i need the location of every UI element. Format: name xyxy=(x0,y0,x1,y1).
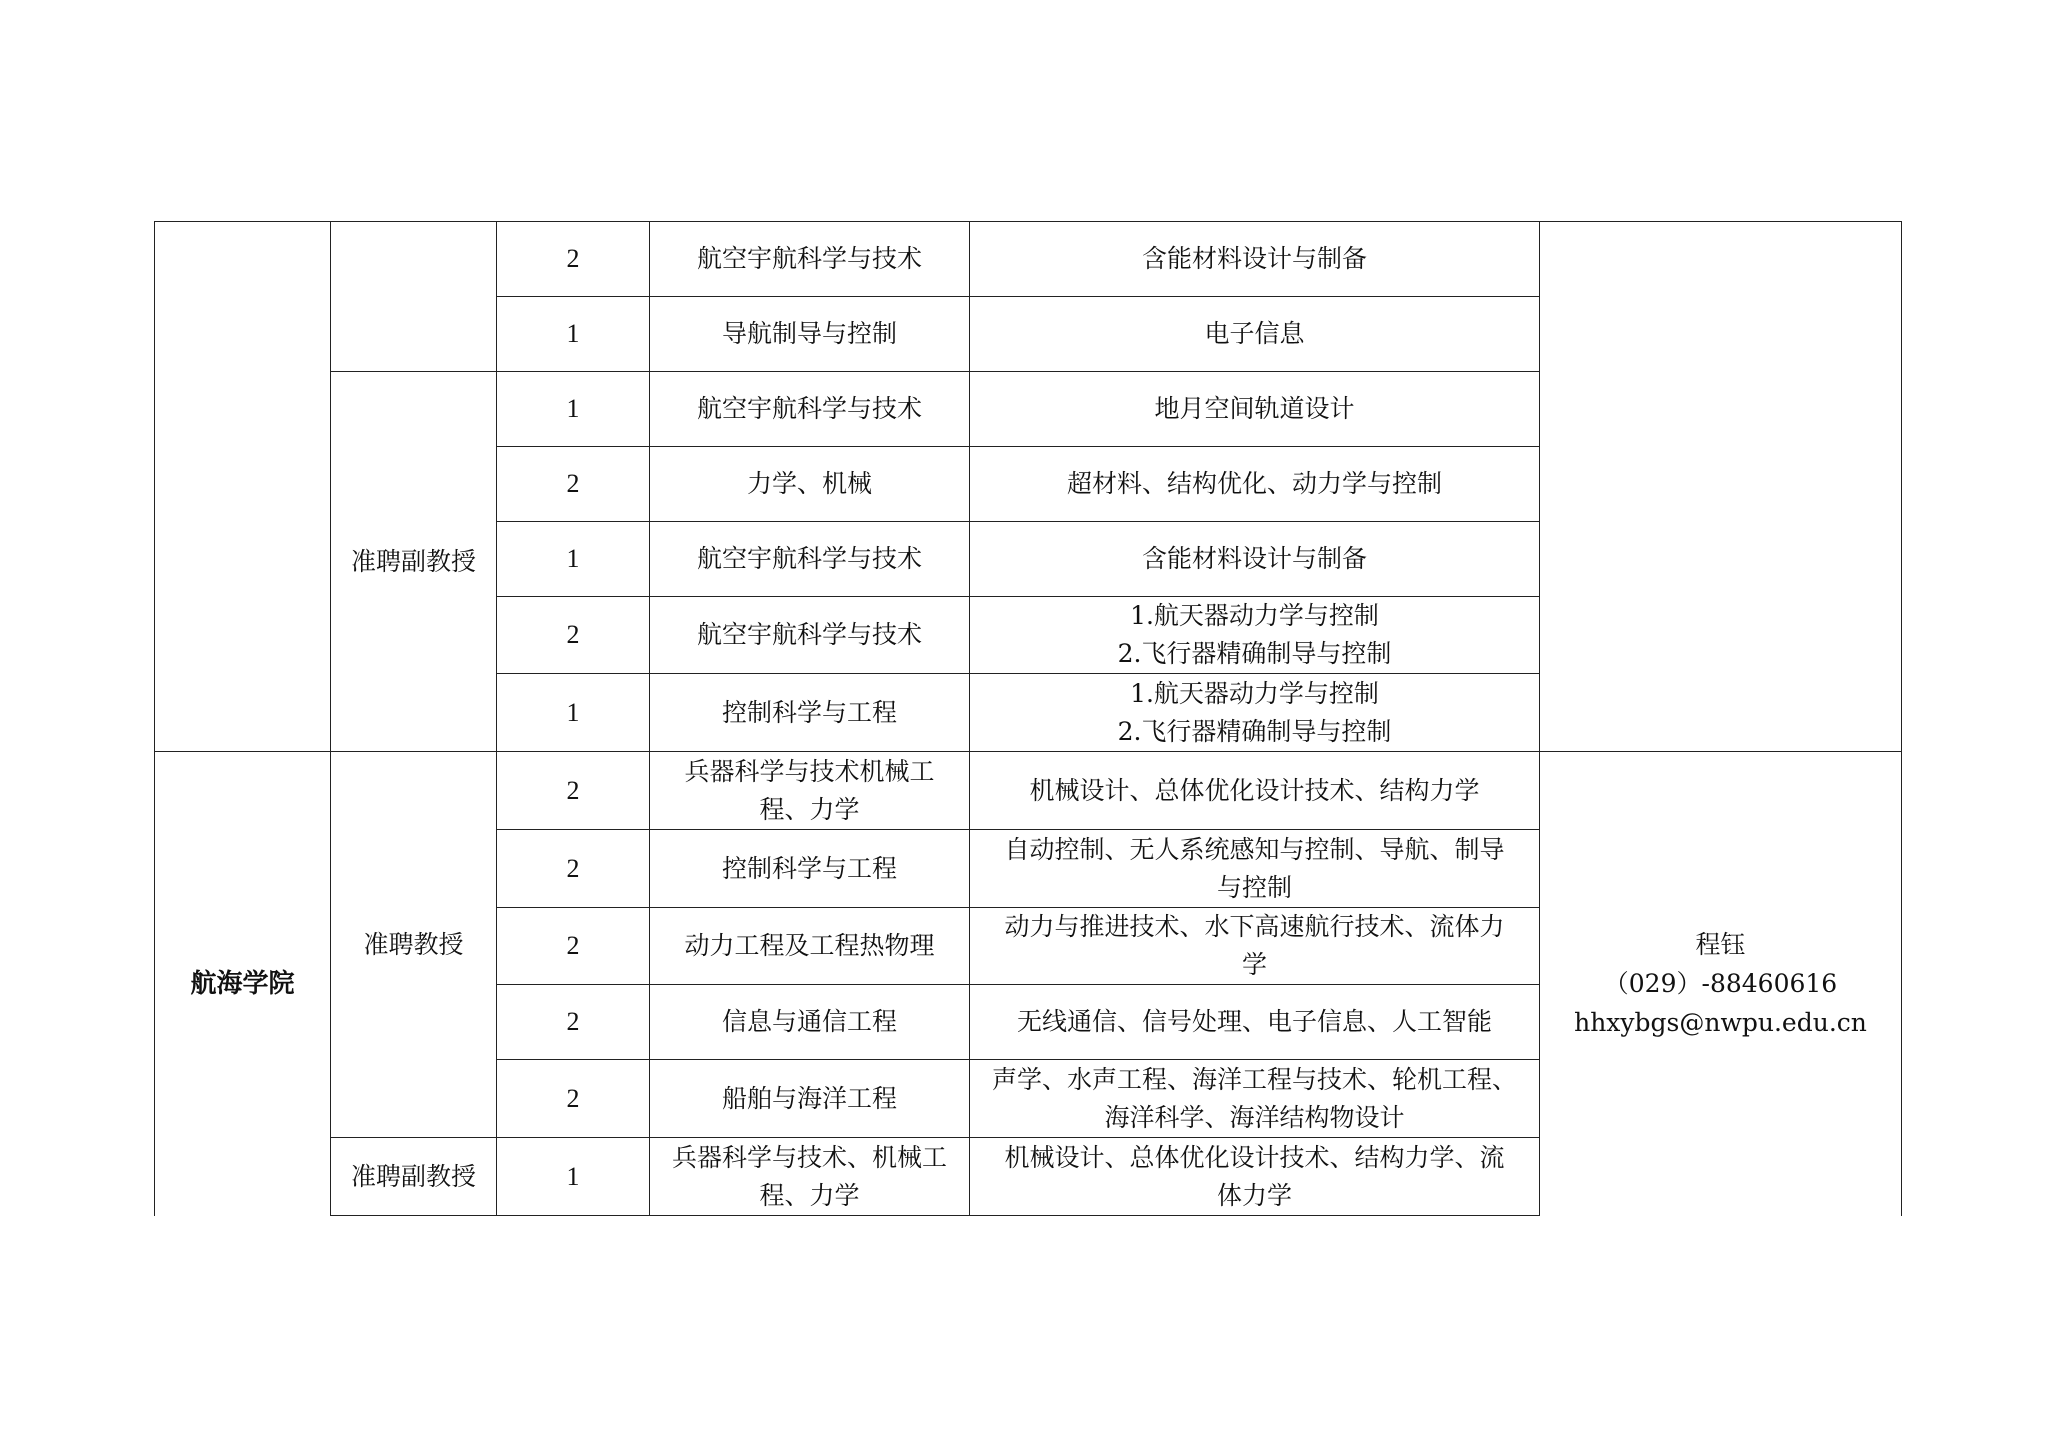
discipline-cell: 航空宇航科学与技术 xyxy=(650,597,970,674)
direction-line: 1.航天器动力学与控制 xyxy=(1130,678,1379,708)
recruitment-table xyxy=(154,221,1902,1216)
count-cell: 2 xyxy=(497,830,650,908)
discipline-cell: 力学、机械 xyxy=(650,447,970,522)
direction-cell xyxy=(970,908,1540,985)
direction-cell xyxy=(970,1060,1540,1138)
discipline-cell: 航空宇航科学与技术 xyxy=(650,522,970,597)
contact-phone: （029）-88460616 xyxy=(1603,969,1838,999)
direction-cell xyxy=(970,597,1540,674)
direction-line: 1.航天器动力学与控制 xyxy=(1130,601,1379,630)
direction-line: 声学、水声工程、海洋工程与技术、轮机工程、 xyxy=(991,1064,1517,1094)
count-cell: 2 xyxy=(497,597,650,674)
direction-cell: 超材料、结构优化、动力学与控制 xyxy=(970,447,1540,522)
count-cell: 1 xyxy=(497,297,650,372)
direction-cell xyxy=(970,1138,1540,1216)
direction-line: 自动控制、无人系统感知与控制、导航、制导 xyxy=(1004,834,1505,864)
table-row xyxy=(155,222,1902,297)
count-cell: 2 xyxy=(497,752,650,830)
position-cell: 准聘副教授 xyxy=(331,1138,497,1216)
contact-cell xyxy=(1540,752,1902,1216)
direction-line: 与控制 xyxy=(1216,872,1292,902)
discipline-cell xyxy=(650,1138,970,1216)
direction-cell: 电子信息 xyxy=(970,297,1540,372)
count-cell: 2 xyxy=(497,908,650,985)
position-cell: 准聘副教授 xyxy=(331,372,497,752)
table-row xyxy=(155,752,1902,830)
discipline-line: 兵器科学与技术、机械工 xyxy=(671,1142,947,1172)
contact-cell xyxy=(1540,222,1902,752)
position-cell xyxy=(331,222,497,372)
count-cell: 2 xyxy=(497,985,650,1060)
direction-line: 海洋科学、海洋结构物设计 xyxy=(1104,1102,1405,1132)
direction-cell: 无线通信、信号处理、电子信息、人工智能 xyxy=(970,985,1540,1060)
count-cell: 1 xyxy=(497,372,650,447)
direction-line: 学 xyxy=(1241,950,1267,979)
college-cell xyxy=(155,222,331,752)
direction-cell xyxy=(970,830,1540,908)
discipline-cell: 控制科学与工程 xyxy=(650,830,970,908)
discipline-cell: 导航制导与控制 xyxy=(650,297,970,372)
direction-line: 机械设计、总体优化设计技术、结构力学、流 xyxy=(1004,1142,1505,1172)
discipline-line: 兵器科学与技术机械工 xyxy=(684,756,935,786)
college-cell: 航海学院 xyxy=(155,752,331,1216)
direction-line: 体力学 xyxy=(1216,1180,1292,1210)
direction-line: 2.飞行器精确制导与控制 xyxy=(1117,639,1392,668)
discipline-cell: 航空宇航科学与技术 xyxy=(650,372,970,447)
discipline-line: 程、力学 xyxy=(759,1180,860,1210)
discipline-cell: 船舶与海洋工程 xyxy=(650,1060,970,1138)
direction-cell: 含能材料设计与制备 xyxy=(970,222,1540,297)
count-cell: 2 xyxy=(497,447,650,522)
discipline-cell: 航空宇航科学与技术 xyxy=(650,222,970,297)
direction-cell: 机械设计、总体优化设计技术、结构力学 xyxy=(970,752,1540,830)
count-cell: 2 xyxy=(497,222,650,297)
discipline-cell xyxy=(650,752,970,830)
count-cell: 2 xyxy=(497,1060,650,1138)
contact-name: 程钰 xyxy=(1695,930,1746,960)
position-cell: 准聘教授 xyxy=(331,752,497,1138)
count-cell: 1 xyxy=(497,522,650,597)
count-cell: 1 xyxy=(497,674,650,752)
direction-cell: 含能材料设计与制备 xyxy=(970,522,1540,597)
discipline-line: 程、力学 xyxy=(759,794,860,824)
direction-line: 动力与推进技术、水下高速航行技术、流体力 xyxy=(1004,912,1505,941)
direction-cell xyxy=(970,674,1540,752)
direction-line: 2.飞行器精确制导与控制 xyxy=(1117,716,1392,746)
discipline-cell: 动力工程及工程热物理 xyxy=(650,908,970,985)
contact-email: hhxybgs@nwpu.edu.cn xyxy=(1574,1008,1867,1038)
count-cell: 1 xyxy=(497,1138,650,1216)
direction-cell: 地月空间轨道设计 xyxy=(970,372,1540,447)
discipline-cell: 控制科学与工程 xyxy=(650,674,970,752)
discipline-cell: 信息与通信工程 xyxy=(650,985,970,1060)
